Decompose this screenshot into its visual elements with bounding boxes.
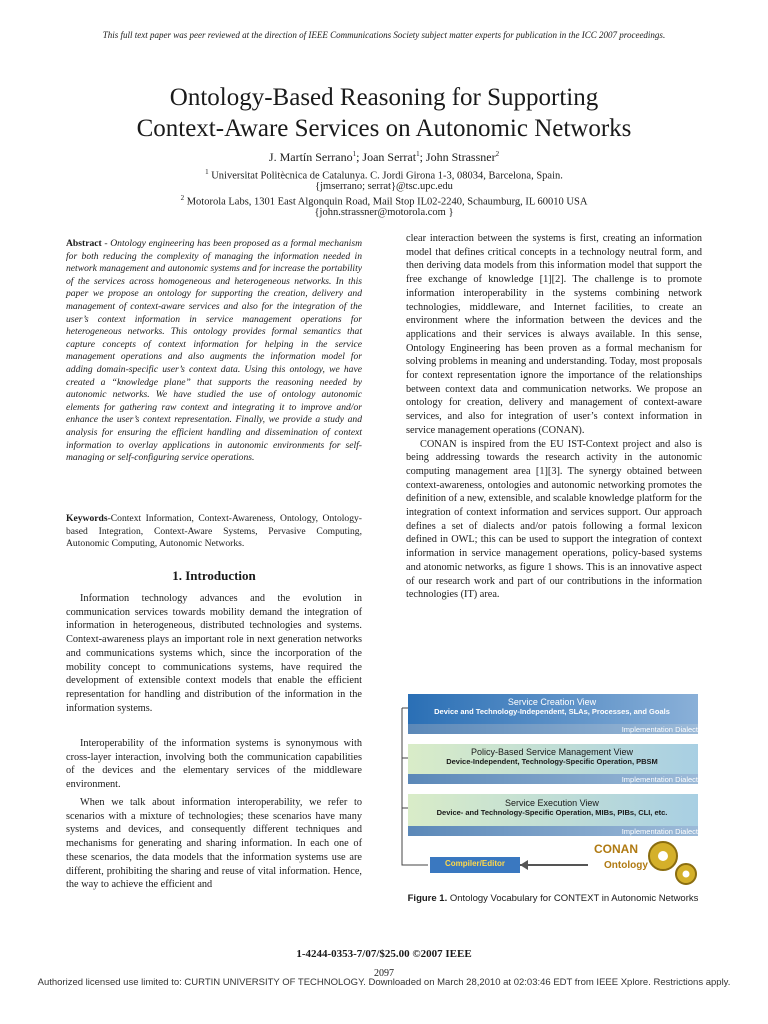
- affiliation-1-sup: 1: [205, 168, 209, 176]
- author-2-sup: 1: [416, 150, 420, 158]
- author-3: ; John Strassner: [419, 150, 496, 164]
- ontology-label: Ontology: [604, 860, 648, 871]
- figure-1-caption: [398, 893, 708, 904]
- affiliation-2-text: Motorola Labs, 1301 East Algonquin Road, Mail Stop IL02-2240, Schaumburg, IL 60010 USA: [184, 196, 588, 208]
- paper-title: [0, 82, 768, 144]
- layer-3: [408, 798, 696, 817]
- figure-caption-text: Ontology Vocabulary for CONTEXT in Autonomic Networks: [447, 893, 699, 904]
- layer-1-subtitle: Device and Technology-Independent, SLAs, Processes, and Goals: [434, 707, 670, 716]
- layer-1: [408, 697, 696, 716]
- title-line-2: Context-Aware Services on Autonomic Networks: [136, 115, 632, 142]
- title-line-1: Ontology-Based Reasoning for Supporting: [169, 84, 599, 111]
- layer-3-subtitle: Device- and Technology-Specific Operation, MIBs, PIBs, CLI, etc.: [436, 808, 668, 817]
- layer-2: [408, 747, 696, 766]
- layer-2-title: Policy-Based Service Management View: [471, 747, 633, 757]
- author-list: [0, 150, 768, 165]
- license-notice: Authorized licensed use limited to: CURTIN UNIVERSITY OF TECHNOLOGY. Downloaded on March 28,2010 at 02:03:46 EDT from IEEE Xplore. Restrictions apply.: [37, 977, 731, 988]
- affiliation-2-sup: 2: [180, 194, 185, 202]
- figure-caption-label: Figure 1.: [407, 893, 448, 904]
- intro-paragraph-1: Information technology advances and the evolution in communication services towards mobility demand the integration of information in heterogeneous, distributed technologies and systems. Context-awareness plays an important role in next generation networks and communications systems which, since the incorporation of the mobility concept to communications systems, have required the development of extensible context models that enable the efficient representation for handling and distribution of the information in the information systems.: [66, 593, 362, 714]
- intro-paragraph-3: When we talk about information interoperability, we refer to scenarios with a mixture of technologies; these scenarios have many systems and devices, and consequently different techniques and mechanisms for generating and sharing information. In each one of these scenarios, the data models that the information systems use are different, prohibiting the sharing and reuse of vital information. Hence, the way to achieve the efficient and: [66, 797, 362, 891]
- compiler-label: Compiler/Editor: [444, 859, 505, 868]
- affiliation-1-text: Universitat Politècnica de Catalunya. C. Jordi Girona 1-3, 08034, Barcelona, Spain.: [208, 170, 563, 182]
- abstract-text: - Ontology engineering has been proposed as a formal mechanism for both reducing the complexity of managing the information needed in network management and autonomic systems and for increase the portability of the services across homogeneous and heterogeneous networks. In this paper we propose an ontology for supporting the creation, delivery and management of context-aware services and also for the integration of the user’s context information in service management operations for heterogeneous networks. This ontology provides formal semantics that capture concepts of context information for helping in the service management operations and also augments the information model for adding domain-specific user’s context data. Using this ontology, we have created a “knowledge plane” that supports the reasoning needed by autonomic networks. We have studied the use of ontology autonomic elements for gathering raw context and integrating it to improve and/or enhance the user’s context representation. Finally, we provide a study and analysis for ensuring the efficient handling and dissemination of context information to overlay applications in autonomic environments for self-managing or self-configuring service operations.: [66, 238, 362, 464]
- header-note: This full text paper was peer reviewed at the direction of IEEE Communications Society subject matter experts for publication in the ICC 2007 proceedings.: [102, 30, 666, 40]
- layer-3-title: Service Execution View: [505, 798, 599, 808]
- keywords-label: Keywords: [66, 513, 108, 524]
- layer-2-subtitle: Device-Independent, Technology-Specific Operation, PBSM: [446, 757, 658, 766]
- abstract: [66, 238, 362, 465]
- layer-1-title: Service Creation View: [507, 697, 597, 707]
- conan-label: CONAN: [594, 842, 638, 856]
- layer-2-impl-label: Implementation Dialect: [621, 775, 698, 784]
- figure-1: [398, 690, 708, 890]
- layer-1-impl-label: Implementation Dialect: [621, 725, 698, 734]
- abstract-label: Abstract: [66, 238, 102, 249]
- keywords-text: -Context Information, Context-Awareness, Ontology, Ontology-based Integration, Context-Aware Systems, Pervasive Computing, Autonomic Computing, Autonomic Networks.: [66, 513, 362, 550]
- author-1: J. Martín Serrano: [268, 150, 353, 164]
- intro-paragraph-2: Interoperability of the information systems is synonymous with cross-layer interaction, involving both the communication capabilities of the devices and the elementary services of the middleware environment.: [66, 738, 362, 791]
- affiliation-2-email: {john.strassner@motorola.com }: [314, 207, 454, 218]
- layer-3-impl-label: Implementation Dialect: [621, 827, 698, 836]
- author-1-sup: 1: [352, 150, 357, 158]
- section-1-heading: 1. Introduction: [172, 568, 256, 583]
- footer-isbn: 1-4244-0353-7/07/$25.00 ©2007 IEEE: [296, 948, 472, 960]
- author-3-sup: 2: [495, 150, 500, 158]
- right-column-text: [406, 232, 702, 602]
- affiliation-1-email: {jmserrano; serrat}@tsc.upc.edu: [315, 181, 453, 192]
- author-2: ; Joan Serrat: [356, 150, 417, 164]
- keywords: [66, 513, 362, 551]
- right-paragraph-1: clear interaction between the systems is first, creating an information model that defines critical concepts in a technology neutral form, and then deriving data models from this information model that support the free exchange of knowledge [1][2]. The challenge is to promote information interoperability in the systems combining network technologies, middleware, and Internet facilities, to create an environment where the information between the devices and the applications and their services is always available. In this sense, Ontology Engineering has been proven as a formal mechanism for solving problems in meaning and understanding. Today, most proposals for context representation ignore the importance of the relationships between context data and communication networks. We propose an ontology for creation, delivery and management of context-aware services, and also for integration of user’s context information in service management operations (CONAN).: [406, 233, 702, 436]
- page-number: 2097: [374, 968, 394, 979]
- right-paragraph-2: CONAN is inspired from the EU IST-Context project and also is being addressing towards the research activity in the autonomic computing management area [1][3]. The synergy obtained between context-awareness, ontologies and autonomic networking promotes the definition of a new, extensible, and scalable knowledge platform for the integration of context information and services support. Our approach defines a set of dialects and/or patois following a formal lexicon defined in OWL; this can be used to support the integration of context information in service management operations, policy-based systems and atonomic networks, as figure 1 shows. This is an innovative aspect of our research work and part of our contributions in the information technologies (IT) area.: [406, 438, 702, 601]
